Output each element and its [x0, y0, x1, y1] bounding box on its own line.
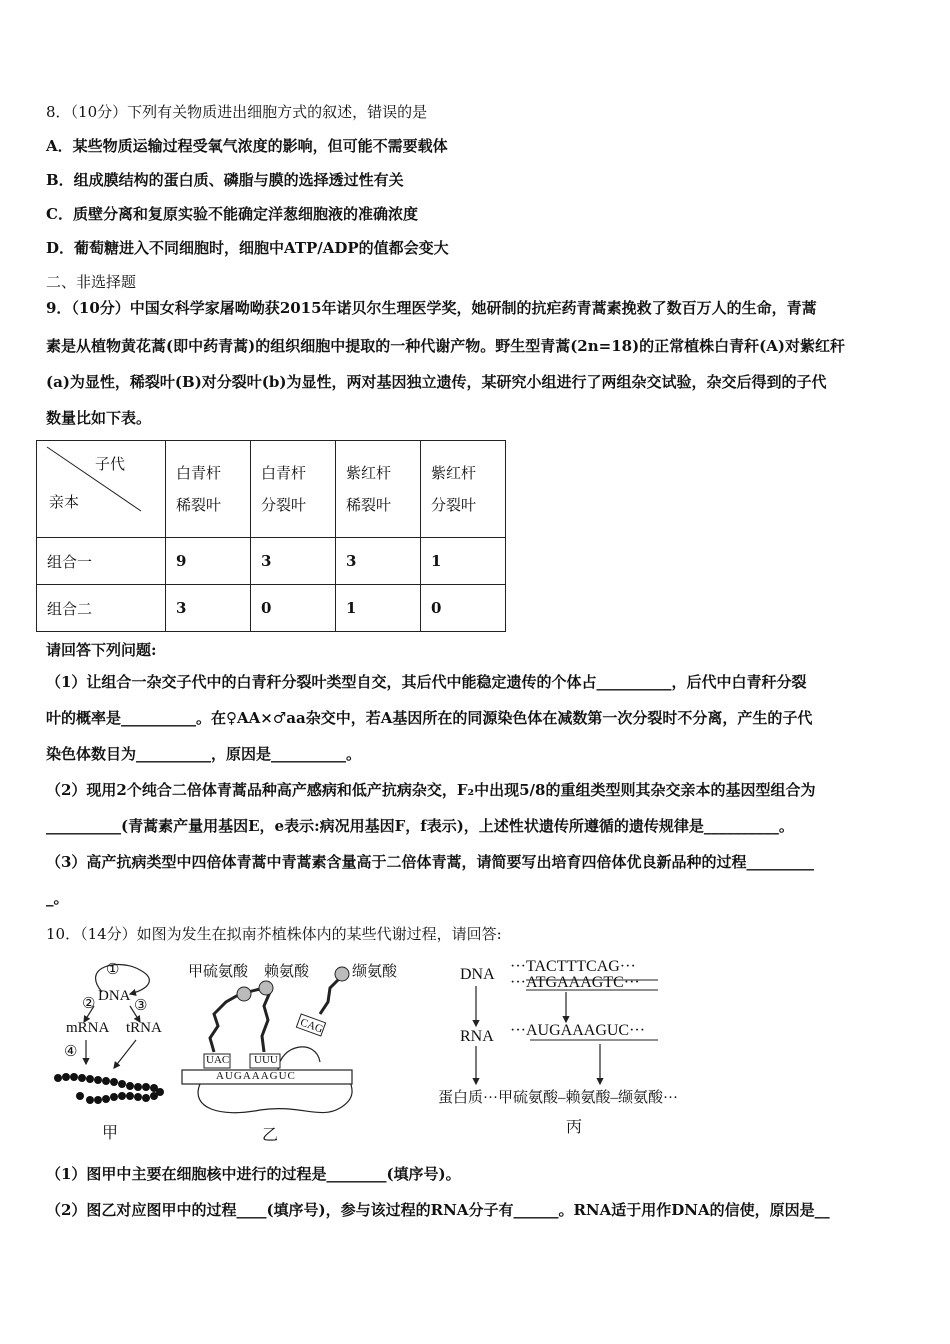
- q9-sub-line-2: 叶的概率是__________。在♀AA×♂aa杂交中，若A基因所在的同源染色体在减数第一次分裂时不分离，产生的子代: [46, 709, 813, 727]
- fig-yi-anticodon-3: CAG: [298, 1016, 325, 1036]
- q9-sub-line-5: __________(青蒿素产量用基因E，e表示:病况用基因F，f表示)，上述性状遗传所遵循的遗传规律是__________。: [46, 817, 794, 835]
- amino-acid-valine: [335, 967, 349, 981]
- col-header-1: [166, 441, 251, 538]
- col-header-1-line-2: 稀裂叶: [176, 496, 222, 514]
- offspring-ratio-table: [36, 440, 506, 632]
- q10-stem: 10．（14分）如图为发生在拟南芥植株体内的某些代谢过程，请回答:: [46, 925, 502, 943]
- circle-1-label: ①: [106, 962, 120, 978]
- fig-bing-rna-sequence: ···AUGAAAGUC···: [510, 1022, 646, 1039]
- figure-jia: [50, 956, 180, 1146]
- col-header-4-line-1: 紫红杆: [431, 464, 477, 482]
- corner-bottom-label: 亲本: [49, 493, 80, 511]
- fig-yi-caption: 乙: [262, 1127, 279, 1144]
- table-cell: 0: [251, 585, 336, 632]
- ribosome-large-subunit: [278, 1047, 320, 1070]
- fig-yi-anticodon-1: UAC: [206, 1054, 230, 1066]
- q9-prompt: 请回答下列问题:: [46, 641, 157, 659]
- figure-yi-drawing: [180, 958, 420, 1148]
- fig-bing-caption: 丙: [566, 1119, 583, 1136]
- q9-sub-line-4: （2）现用2个纯合二倍体青蒿品种高产感病和低产抗病杂交，F₂中出现5/8的重组类型则其杂交亲本的基因型组合为: [46, 781, 816, 799]
- col-header-3: [336, 441, 421, 538]
- figure-yi: [180, 958, 420, 1148]
- corner-top-label: 子代: [95, 455, 126, 473]
- table-row: [37, 585, 506, 632]
- fig-jia-mrna-label: mRNA: [66, 1020, 110, 1036]
- section-heading: 二、非选择题: [46, 273, 137, 291]
- fig-yi-label-valine: 缬氨酸: [352, 964, 398, 980]
- fig-bing-dna-label: DNA: [460, 966, 495, 983]
- col-header-2: [251, 441, 336, 538]
- fig-jia-dna-label: DNA: [98, 988, 131, 1004]
- table-header-row: [37, 441, 506, 538]
- q9-sub-line-1: （1）让组合一杂交子代中的白青秆分裂叶类型自交，其后代中能稳定遗传的个体占__________，后代中白青秆分裂: [46, 673, 807, 691]
- q9-stem-line-3: (a)为显性，稀裂叶(B)对分裂叶(b)为显性，两对基因独立遗传，某研究小组进行了两组杂交试验，杂交后得到的子代: [46, 373, 827, 391]
- circle-3-label: ③: [134, 998, 148, 1014]
- q9-stem-line-1: 9．（10分）中国女科学家屠呦呦获2015年诺贝尔生理医学奖，她研制的抗疟药青蒿素挽救了数百万人的生命，青蒿: [46, 299, 817, 317]
- q8-option-d: D．葡萄糖进入不同细胞时，细胞中ATP/ADP的值都会变大: [46, 239, 449, 257]
- fig-yi-label-methionine: 甲硫氨酸: [188, 964, 249, 980]
- q9-sub-line-7: _。: [46, 889, 69, 907]
- col-header-1-line-1: 白青杆: [176, 464, 222, 482]
- fig-jia-caption: 甲: [102, 1125, 119, 1142]
- table-cell: 3: [251, 538, 336, 585]
- col-header-3-line-1: 紫红杆: [346, 464, 392, 482]
- q9-sub-line-3: 染色体数目为__________，原因是__________。: [46, 745, 362, 763]
- q8-option-c: C．质壁分离和复原实验不能确定洋葱细胞液的准确浓度: [46, 205, 418, 223]
- col-header-4: [421, 441, 506, 538]
- amino-acid-lysine: [259, 981, 273, 995]
- trna-chains: [210, 978, 340, 1052]
- table-cell: 0: [421, 585, 506, 632]
- circle-4-label: ④: [64, 1044, 78, 1060]
- col-header-3-line-2: 稀裂叶: [346, 496, 392, 514]
- table-cell: 1: [336, 585, 421, 632]
- col-header-4-line-2: 分裂叶: [431, 496, 477, 514]
- table-corner-cell: [37, 441, 166, 538]
- table-cell: 9: [166, 538, 251, 585]
- q8-stem: 8．（10分）下列有关物质进出细胞方式的叙述，错误的是: [46, 103, 428, 121]
- q10-sub-line-2: （2）图乙对应图甲中的过程____(填序号)，参与该过程的RNA分子有______。RNA适于用作DNA的信使，原因是__: [46, 1201, 830, 1219]
- q10-sub-line-1: （1）图甲中主要在细胞核中进行的过程是________(填序号)。: [46, 1165, 461, 1183]
- protein-chain: [54, 1073, 164, 1104]
- fig-jia-trna-label: tRNA: [126, 1020, 162, 1036]
- col-header-2-line-1: 白青杆: [261, 464, 307, 482]
- circle-2-label: ②: [82, 996, 96, 1012]
- q9-stem-line-2: 素是从植物黄花蒿(即中药青蒿)的组织细胞中提取的一种代谢产物。野生型青蒿(2n=18)的正常植株白青秆(A)对紫红秆: [46, 337, 846, 355]
- table-cell: 3: [336, 538, 421, 585]
- fig-bing-dna-strand-1: ···TACTTTCAG···: [510, 958, 636, 975]
- fig-yi-label-lysine: 赖氨酸: [264, 964, 310, 980]
- table-row: [37, 538, 506, 585]
- q9-sub-line-6: （3）高产抗病类型中四倍体青蒿中青蒿素含量高于二倍体青蒿，请简要写出培育四倍体优良新品种的过程_________: [46, 853, 814, 871]
- fig-bing-protein: 蛋白质···甲硫氨酸–赖氨酸–缬氨酸···: [438, 1090, 678, 1106]
- amino-acid-methionine: [237, 987, 251, 1001]
- row-label-2: 组合二: [37, 585, 166, 632]
- figure-bing: [436, 956, 736, 1142]
- q8-option-b: B．组成膜结构的蛋白质、磷脂与膜的选择透过性有关: [46, 171, 404, 189]
- fig-yi-anticodon-2: UUU: [254, 1054, 278, 1066]
- fig-yi-mrna-sequence: AUGAAAGUC: [216, 1070, 296, 1082]
- row-label-1: 组合一: [37, 538, 166, 585]
- col-header-2-line-2: 分裂叶: [261, 496, 307, 514]
- q8-option-a: A．某些物质运输过程受氧气浓度的影响，但可能不需要载体: [46, 137, 448, 155]
- fig-bing-dna-strand-2: ···ATGAAAGTC···: [510, 974, 640, 991]
- fig-bing-rna-label: RNA: [460, 1028, 494, 1045]
- trna-to-protein-arrow: [114, 1040, 136, 1068]
- q9-stem-line-4: 数量比如下表。: [46, 409, 152, 427]
- table-cell: 1: [421, 538, 506, 585]
- table-cell: 3: [166, 585, 251, 632]
